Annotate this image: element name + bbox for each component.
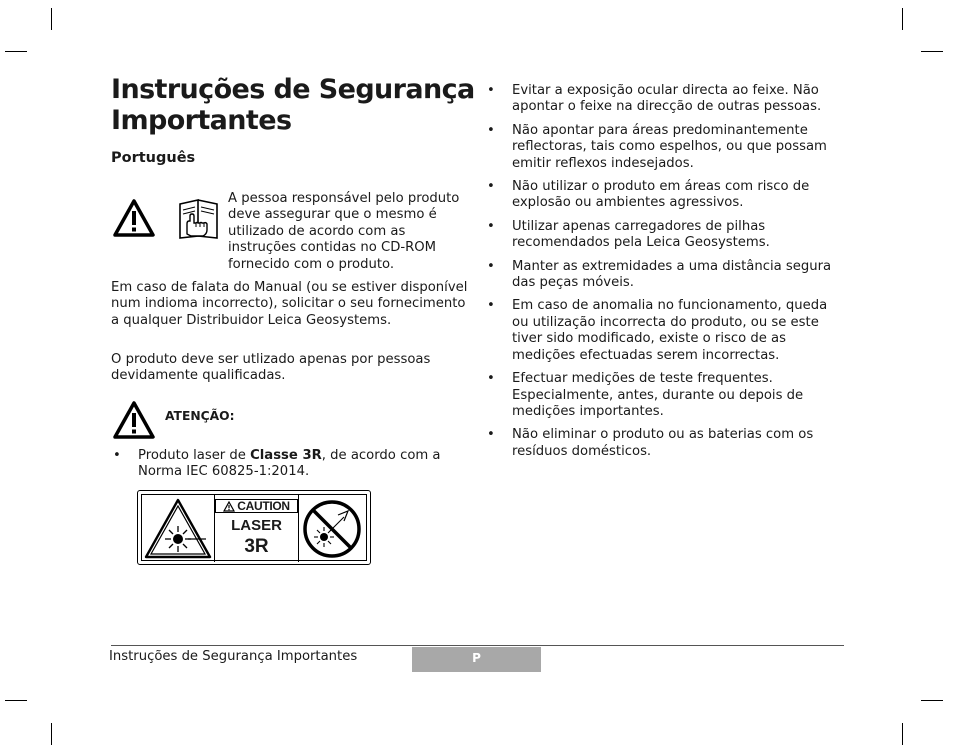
bullet-icon: •	[487, 258, 495, 274]
language-tab: P	[412, 647, 541, 672]
read-manual-icon	[177, 196, 221, 240]
bullet-icon: •	[487, 427, 495, 443]
laser-text: LASER	[231, 517, 282, 534]
safety-bullet-list	[485, 83, 845, 460]
caution-text: CAUTION	[237, 499, 290, 513]
list-item	[111, 448, 456, 481]
laser-class: Classe 3R	[250, 448, 322, 463]
list-item	[485, 83, 845, 116]
attention-label: ATENÇÃO:	[165, 409, 235, 423]
label-divider	[298, 495, 299, 562]
caution-banner	[215, 499, 298, 513]
qualified-paragraph: O produto deve ser utlizado apenas por pessoas devidamente qualificadas.	[111, 352, 431, 384]
crop-mark	[5, 51, 27, 52]
bullet-text: Evitar a exposição ocular directa ao feixe. Não apontar o feixe na direcção de outras pessoas.	[512, 83, 822, 115]
crop-mark	[51, 723, 52, 745]
bullet-icon: •	[487, 218, 495, 234]
crop-mark	[902, 8, 903, 30]
manual-paragraph: Em caso de falata do Manual (ou se estiver disponível num indioma incorrecto), solicitar o seu fornecimento a qualquer Distribuidor Leica Geosystems.	[111, 280, 468, 328]
bullet-icon: •	[487, 179, 495, 195]
bullet-text: Não apontar para áreas predominantemente reflectoras, tais como espelhos, ou que possam emitir reflexos indesejados.	[512, 122, 827, 171]
responsible-paragraph: A pessoa responsável pelo produto deve assegurar que o mesmo é utilizado de acordo com as instruções contidas no CD-ROM fornecido com o produto.	[228, 191, 460, 272]
list-item	[485, 179, 845, 212]
crop-mark	[921, 51, 943, 52]
bullet-icon: •	[487, 371, 495, 387]
laser-radiation-icon	[142, 495, 214, 562]
list-item	[485, 123, 845, 172]
laser-class-list	[111, 448, 456, 481]
laser-prefix: Produto laser de	[138, 448, 251, 463]
warning-triangle-icon	[112, 400, 156, 440]
list-item	[485, 259, 845, 292]
list-item	[485, 371, 845, 420]
warning-small-icon	[223, 501, 235, 512]
list-item	[485, 427, 845, 460]
bullet-icon: •	[487, 83, 495, 98]
laser-caution-label	[137, 490, 371, 565]
list-item	[485, 298, 845, 364]
bullet-icon: •	[487, 122, 495, 138]
label-frame	[141, 494, 367, 561]
bullet-text: Utilizar apenas carregadores de pilhas recomendados pela Leica Geosystems.	[512, 218, 770, 251]
bullet-text: Em caso de anomalia no funcionamento, queda ou utilização incorrecta do produto, ou se este tiver sido modificado, existe o risco de as medições efectuadas serem incorrectas.	[512, 298, 828, 363]
laser-class-text: 3R	[244, 536, 269, 557]
language-heading: Português	[111, 150, 196, 166]
crop-mark	[921, 700, 943, 701]
bullet-icon: •	[487, 298, 495, 314]
footer-title: Instruções de Segurança Importantes	[109, 649, 358, 664]
laser-suffix: , de acordo com a Norma IEC 60825-1:2014.	[138, 448, 441, 480]
no-eye-exposure-icon	[300, 497, 364, 561]
bullet-text: Não utilizar o produto em áreas com risco de explosão ou ambientes agressivos.	[512, 179, 810, 211]
footer-rule	[111, 645, 844, 646]
page-title: Instruções de Segurança Importantes	[111, 74, 475, 136]
crop-mark	[902, 723, 903, 745]
bullet-text: Efectuar medições de teste frequentes. Especialmente, antes, durante ou depois de medições importantes.	[512, 371, 804, 419]
bullet-text: Manter as extremidades a uma distância segura das peças móveis.	[512, 258, 832, 291]
crop-mark	[51, 8, 52, 30]
bullet-icon: •	[113, 448, 121, 463]
warning-triangle-icon	[112, 198, 156, 238]
bullet-text: Não eliminar o produto ou as baterias com os resíduos domésticos.	[512, 427, 814, 459]
list-item	[485, 219, 845, 252]
crop-mark	[5, 700, 27, 701]
